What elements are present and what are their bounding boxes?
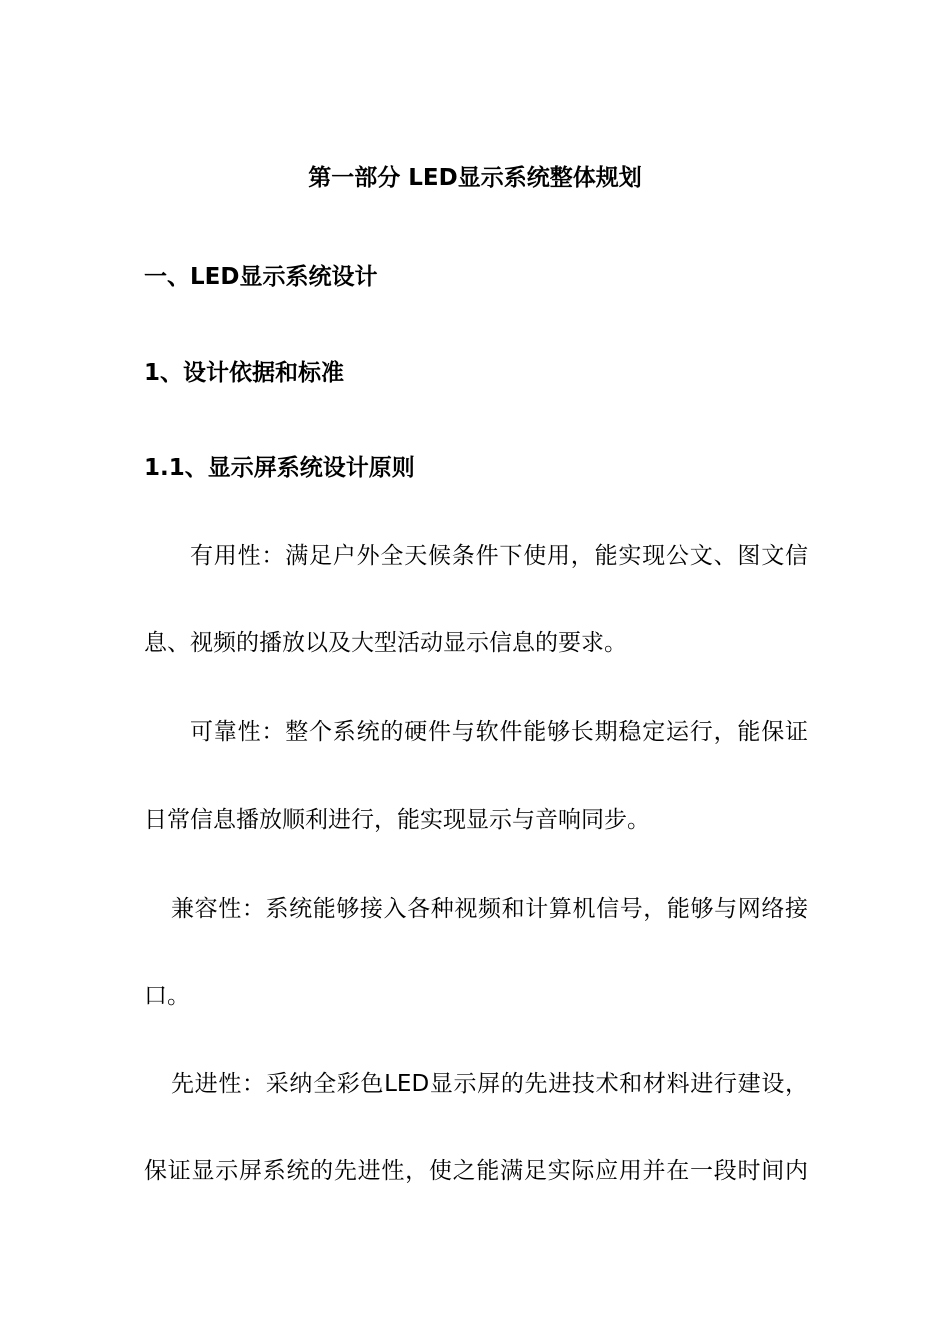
paragraph-line: 息、视频的播放以及大型活动显示信息的要求。 bbox=[144, 630, 627, 656]
subsection-heading: 1、设计依据和标准 bbox=[144, 360, 345, 386]
document-title: 第一部分 LED显示系统整体规划 bbox=[308, 165, 642, 191]
section-heading: 一、LED显示系统设计 bbox=[144, 264, 378, 290]
paragraph-line: 日常信息播放顺利进行，能实现显示与音响同步。 bbox=[144, 807, 650, 833]
paragraph-line: 有用性：满足户外全天候条件下使用，能实现公文、图文信 bbox=[190, 543, 808, 569]
paragraph-line: 保证显示屏系统的先进性，使之能满足实际应用并在一段时间内 bbox=[144, 1158, 808, 1184]
paragraph-line: 可靠性：整个系统的硬件与软件能够长期稳定运行，能保证 bbox=[190, 719, 808, 745]
paragraph-line: 口。 bbox=[144, 983, 190, 1009]
paragraph-line: 兼容性：系统能够接入各种视频和计算机信号，能够与网络接 bbox=[171, 896, 808, 922]
subsubsection-heading: 1.1、显示屏系统设计原则 bbox=[144, 455, 415, 481]
paragraph-line: 先进性：采纳全彩色LED显示屏的先进技术和材料进行建设， bbox=[171, 1071, 808, 1097]
